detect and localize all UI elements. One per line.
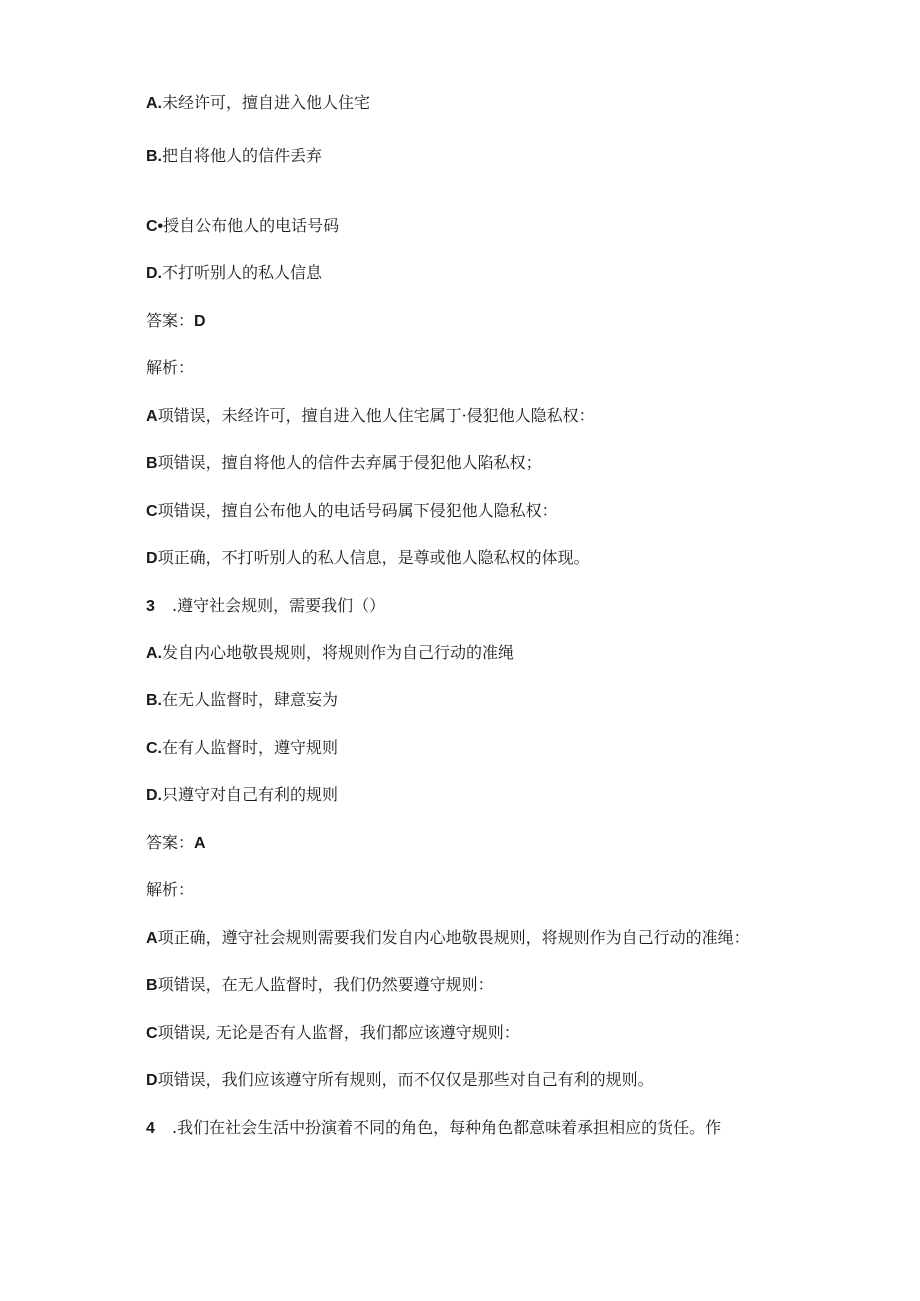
- analysis-tag: D: [146, 1072, 158, 1089]
- analysis-tag: C: [146, 1025, 158, 1042]
- analysis-tag: B: [146, 977, 158, 994]
- q3-analysis-d: [146, 1069, 654, 1092]
- answer-value: A: [194, 835, 206, 852]
- q2-analysis-label: 解析：: [146, 358, 195, 377]
- analysis-text: 项错误，在无人监督时，我们仍然要遵守规则：: [157, 975, 494, 994]
- option-text: 只遵守对自己有利的规则: [162, 785, 339, 804]
- q2-answer: [146, 310, 206, 333]
- option-tag: B.: [146, 692, 162, 709]
- analysis-tag: C: [146, 503, 158, 520]
- q4-question: [146, 1117, 721, 1140]
- option-text: 把自将他人的信件丢弃: [162, 146, 323, 165]
- q3-option-b: [146, 689, 338, 712]
- q3-analysis-label: 解析：: [146, 880, 195, 899]
- analysis-text: 项正确，遵守社会规则需要我们发自内心地敬畏规则，将规则作为自己行动的准绳：: [157, 928, 750, 947]
- q3-option-c: [146, 737, 338, 760]
- option-tag: D.: [146, 265, 162, 282]
- q2-analysis-b: [146, 452, 542, 475]
- answer-value: D: [194, 313, 206, 330]
- analysis-tag: A: [146, 930, 158, 947]
- option-text: 未经许可，擅自进入他人住宅: [162, 93, 371, 112]
- question-number: 3: [146, 598, 155, 615]
- q2-option-a: [146, 92, 370, 115]
- question-number: 4: [146, 1120, 155, 1137]
- answer-label: 答案：: [146, 311, 195, 330]
- q3-option-d: [146, 784, 338, 807]
- q3-question: [146, 595, 385, 618]
- option-tag: C.: [146, 740, 162, 757]
- q3-option-a: [146, 642, 514, 665]
- analysis-text: 项错误，擅自公布他人的电话号码属下侵犯他人隐私权：: [157, 501, 558, 520]
- q2-analysis-a: [146, 405, 595, 428]
- option-text: 在有人监督时，遵守规则: [162, 738, 339, 757]
- option-tag: C•: [146, 218, 164, 235]
- option-text: 发自内心地敬畏规则，将规则作为自己行动的准绳: [162, 643, 515, 662]
- analysis-text: 项错误, 无论是否有人监督，我们都应该遵守规则：: [157, 1023, 520, 1042]
- q2-option-d: [146, 262, 322, 285]
- q2-option-b: [146, 145, 322, 168]
- q2-option-c: [146, 215, 339, 238]
- analysis-tag: B: [146, 455, 158, 472]
- question-text: .遵守社会规则，需要我们（）: [172, 596, 386, 615]
- option-tag: D.: [146, 787, 162, 804]
- q3-analysis-c: [146, 1022, 520, 1045]
- option-text: 授自公布他人的电话号码: [163, 216, 340, 235]
- analysis-text: 项错误，擅自将他人的信件去弃属于侵犯他人陷私权；: [157, 453, 542, 472]
- option-tag: A.: [146, 645, 162, 662]
- q3-analysis-b: [146, 974, 494, 997]
- analysis-text: 项正确，不打听别人的私人信息，是尊或他人隐私权的体现。: [157, 548, 590, 567]
- q2-analysis-c: [146, 500, 558, 523]
- analysis-text: 项错误，我们应该遵守所有规则，而不仅仅是那些对自己有利的规则。: [157, 1070, 654, 1089]
- answer-label: 答案：: [146, 833, 195, 852]
- question-text: .我们在社会生活中扮演着不同的角色，每种角色都意味着承担相应的货任。作: [172, 1118, 722, 1137]
- analysis-tag: A: [146, 408, 158, 425]
- option-tag: A.: [146, 95, 162, 112]
- option-tag: B.: [146, 148, 162, 165]
- analysis-text: 项错误，未经许可，擅自进入他人住宅属丁·侵犯他人隐私权：: [157, 406, 595, 425]
- q3-analysis-a: [146, 927, 750, 950]
- q3-answer: [146, 832, 206, 855]
- q2-analysis-d: [146, 547, 590, 570]
- option-text: 不打听别人的私人信息: [162, 263, 323, 282]
- analysis-tag: D: [146, 550, 158, 567]
- option-text: 在无人监督时，肆意妄为: [162, 690, 339, 709]
